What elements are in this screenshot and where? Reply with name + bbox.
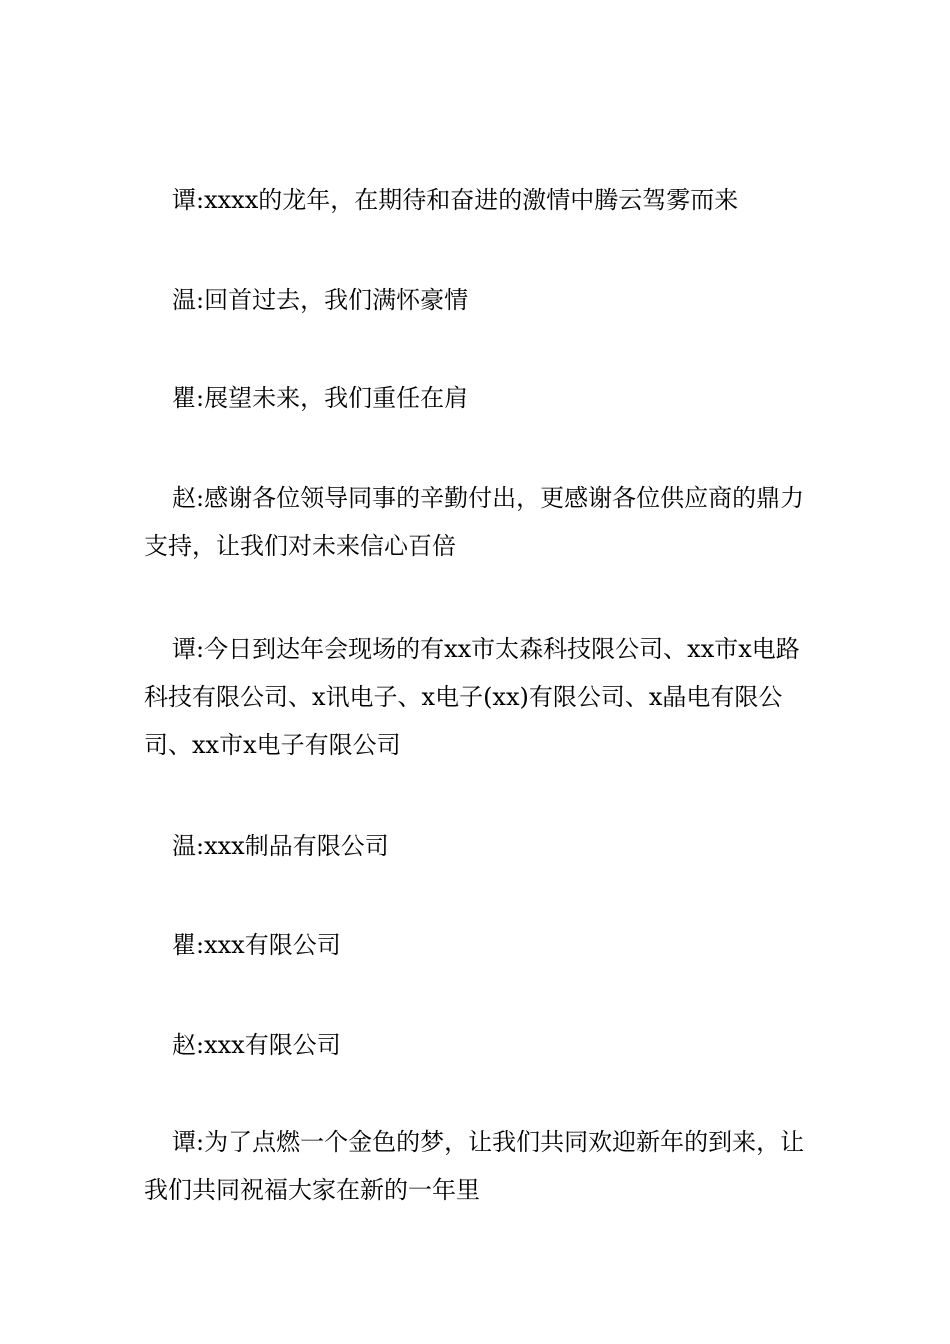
paragraph-9: 谭:为了点燃一个金色的梦，让我们共同欢迎新年的到来，让我们共同祝福大家在新的一年里 [144,1128,805,1204]
paragraph-8: 赵:xxx有限公司 [172,1031,341,1059]
paragraph-6: 温:xxx制品有限公司 [172,832,389,860]
paragraph-4: 赵:感谢各位领导同事的辛勤付出，更感谢各位供应商的鼎力支持，让我们对未来信心百倍 [144,484,805,560]
paragraph-2: 温:回首过去，我们满怀豪情 [172,286,469,314]
paragraph-3: 瞿:展望未来，我们重任在肩 [172,384,469,412]
paragraph-1: 谭:xxxx的龙年，在期待和奋进的激情中腾云驾雾而来 [172,186,739,214]
paragraph-7: 瞿:xxx有限公司 [172,931,341,959]
paragraph-5: 谭:今日到达年会现场的有xx市太森科技限公司、xx市x电路科技有限公司、x讯电子、x电子(xx)有限公司、x晶电有限公司、xx市x电子有限公司 [144,635,800,759]
